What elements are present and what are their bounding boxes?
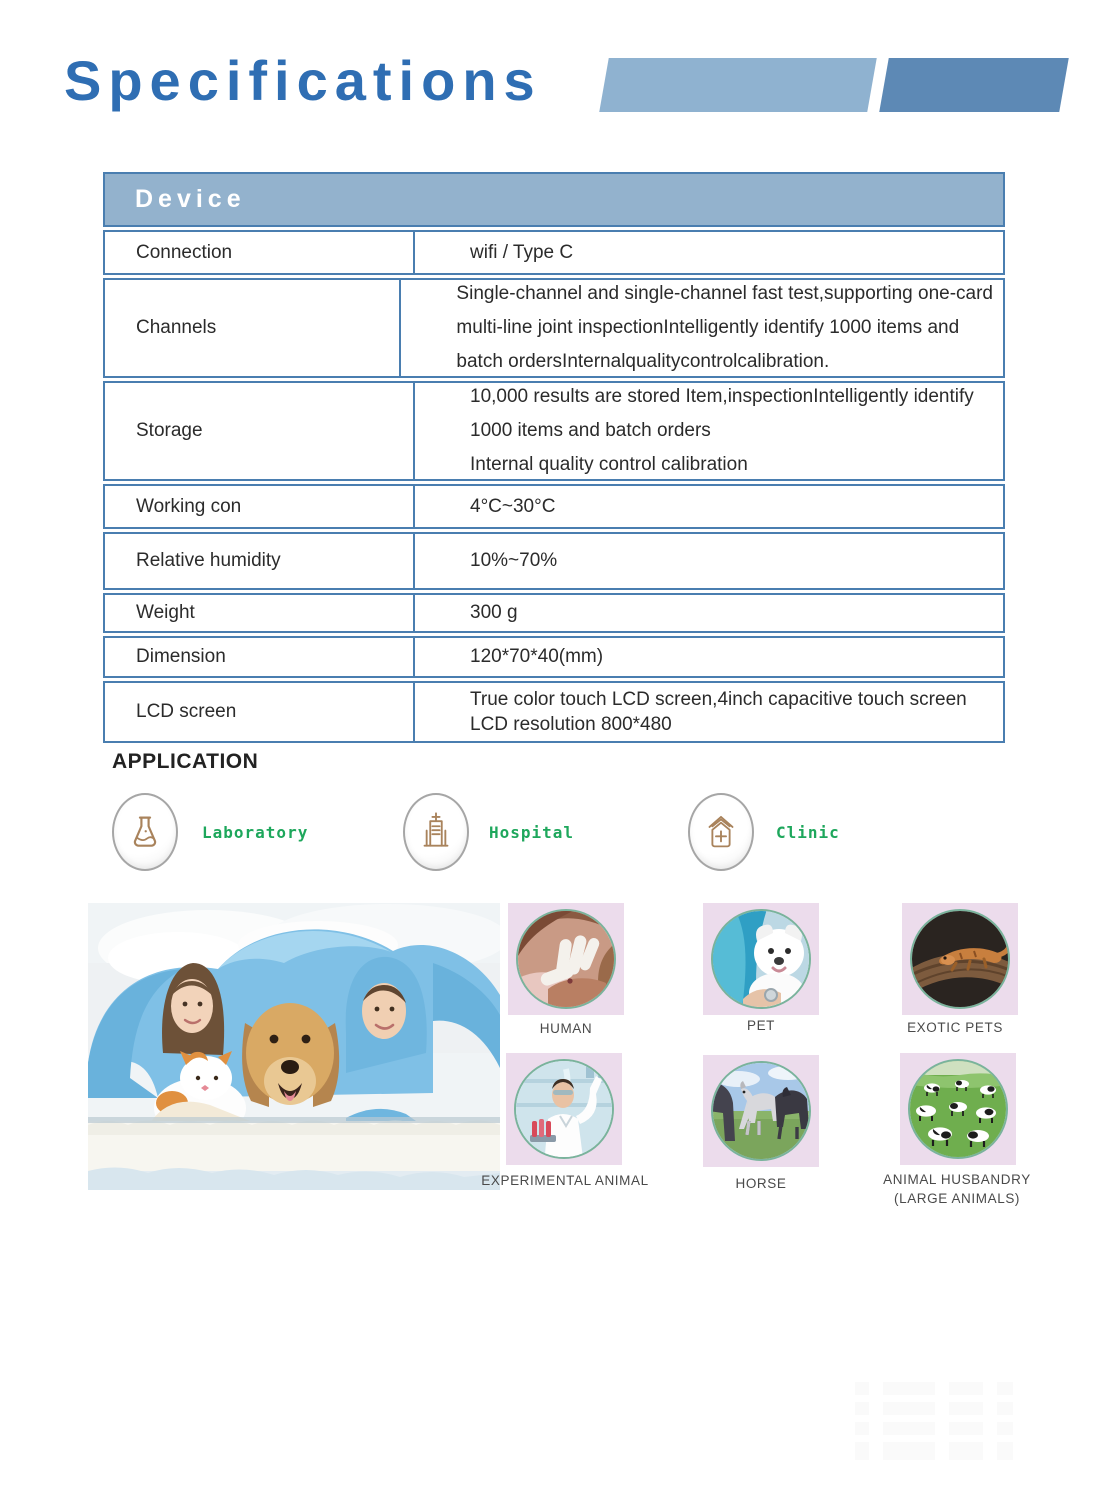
tile-animal-husbandry: [900, 1053, 1016, 1165]
row-value: 120*70*40(mm): [470, 646, 604, 667]
row-value: 300 g: [470, 602, 518, 623]
row-value-line: LCD resolution 800*480: [470, 713, 672, 735]
row-value-line: Internal quality control calibration: [470, 454, 748, 475]
table-row: [103, 278, 1005, 378]
table-header-device: Device: [103, 172, 1005, 227]
tile-horse: [703, 1055, 819, 1167]
horse-photo: [711, 1061, 811, 1161]
row-label-weight: Weight: [105, 595, 415, 631]
lab-flask-icon: [112, 793, 178, 871]
tile-human: [508, 903, 624, 1015]
human-photo: [516, 909, 616, 1009]
table-row: [103, 381, 1005, 481]
page-title: Specifications: [64, 49, 542, 112]
row-value-line: True color touch LCD screen,4inch capacitive touch screen: [470, 688, 967, 710]
row-value: 10%~70%: [470, 550, 558, 571]
family-pets-photo: [88, 903, 500, 1190]
row-label-working-con: Working con: [105, 486, 415, 527]
table-row: [103, 532, 1005, 590]
decor-band-dark: [879, 58, 1069, 112]
application-heading: APPLICATION: [112, 750, 259, 773]
pet-photo: [711, 909, 811, 1009]
application-item-label: Laboratory: [202, 822, 309, 842]
tile-pet: [703, 903, 819, 1015]
tile-label-pet: PET: [746, 1018, 776, 1033]
table-row: [103, 636, 1005, 678]
row-label-relative-humidity: Relative humidity: [105, 534, 415, 588]
row-value: wifi / Type C: [470, 241, 574, 263]
application-item-clinic: [688, 793, 840, 871]
tile-label-human: HUMAN: [539, 1021, 593, 1036]
hospital-building-icon: [403, 793, 469, 871]
row-label-lcd-screen: LCD screen: [105, 683, 415, 741]
table-row: [103, 593, 1005, 633]
experimental-animal-photo: [514, 1059, 614, 1159]
tile-label-animal-husbandry: [877, 1170, 1037, 1208]
row-label-connection: Connection: [105, 232, 415, 273]
application-item-label: Hospital: [489, 822, 575, 842]
application-item-hospital: [403, 793, 574, 871]
tile-label-line: (LARGE ANIMALS): [893, 1191, 1021, 1206]
table-row: [103, 230, 1005, 275]
row-value-line: 10,000 results are stored Item,inspectionIntelligently identify: [470, 386, 974, 407]
decor-band-light: [599, 58, 877, 112]
row-value-line: Single-channel and single-channel fast test,supporting one-card: [456, 283, 993, 304]
application-item-laboratory: [112, 793, 308, 871]
row-value-line: 1000 items and batch orders: [470, 420, 711, 441]
row-value-line: batch ordersInternalqualitycontrolcalibration.: [456, 351, 830, 372]
clinic-house-icon: [688, 793, 754, 871]
row-value-line: multi-line joint inspectionIntelligently identify 1000 items and: [456, 317, 960, 338]
row-label-dimension: Dimension: [105, 638, 415, 676]
table-row: [103, 681, 1005, 743]
tile-label-horse: HORSE: [735, 1176, 787, 1191]
device-spec-table: [103, 172, 1005, 743]
row-value: 4°C~30°C: [470, 495, 556, 517]
tile-label-exotic-pets: EXOTIC PETS: [907, 1020, 1003, 1035]
application-item-label: Clinic: [776, 822, 840, 842]
table-row: [103, 484, 1005, 529]
watermark: [855, 1382, 1081, 1460]
tile-exotic-pets: [902, 903, 1018, 1015]
tile-label-experimental-animal: EXPERIMENTAL ANIMAL: [481, 1173, 649, 1188]
tile-label-line: ANIMAL HUSBANDRY: [883, 1172, 1031, 1187]
row-label-channels: Channels: [105, 280, 401, 376]
row-label-storage: Storage: [105, 383, 415, 479]
tile-experimental-animal: [506, 1053, 622, 1165]
animal-husbandry-photo: [908, 1059, 1008, 1159]
exotic-pets-photo: [910, 909, 1010, 1009]
